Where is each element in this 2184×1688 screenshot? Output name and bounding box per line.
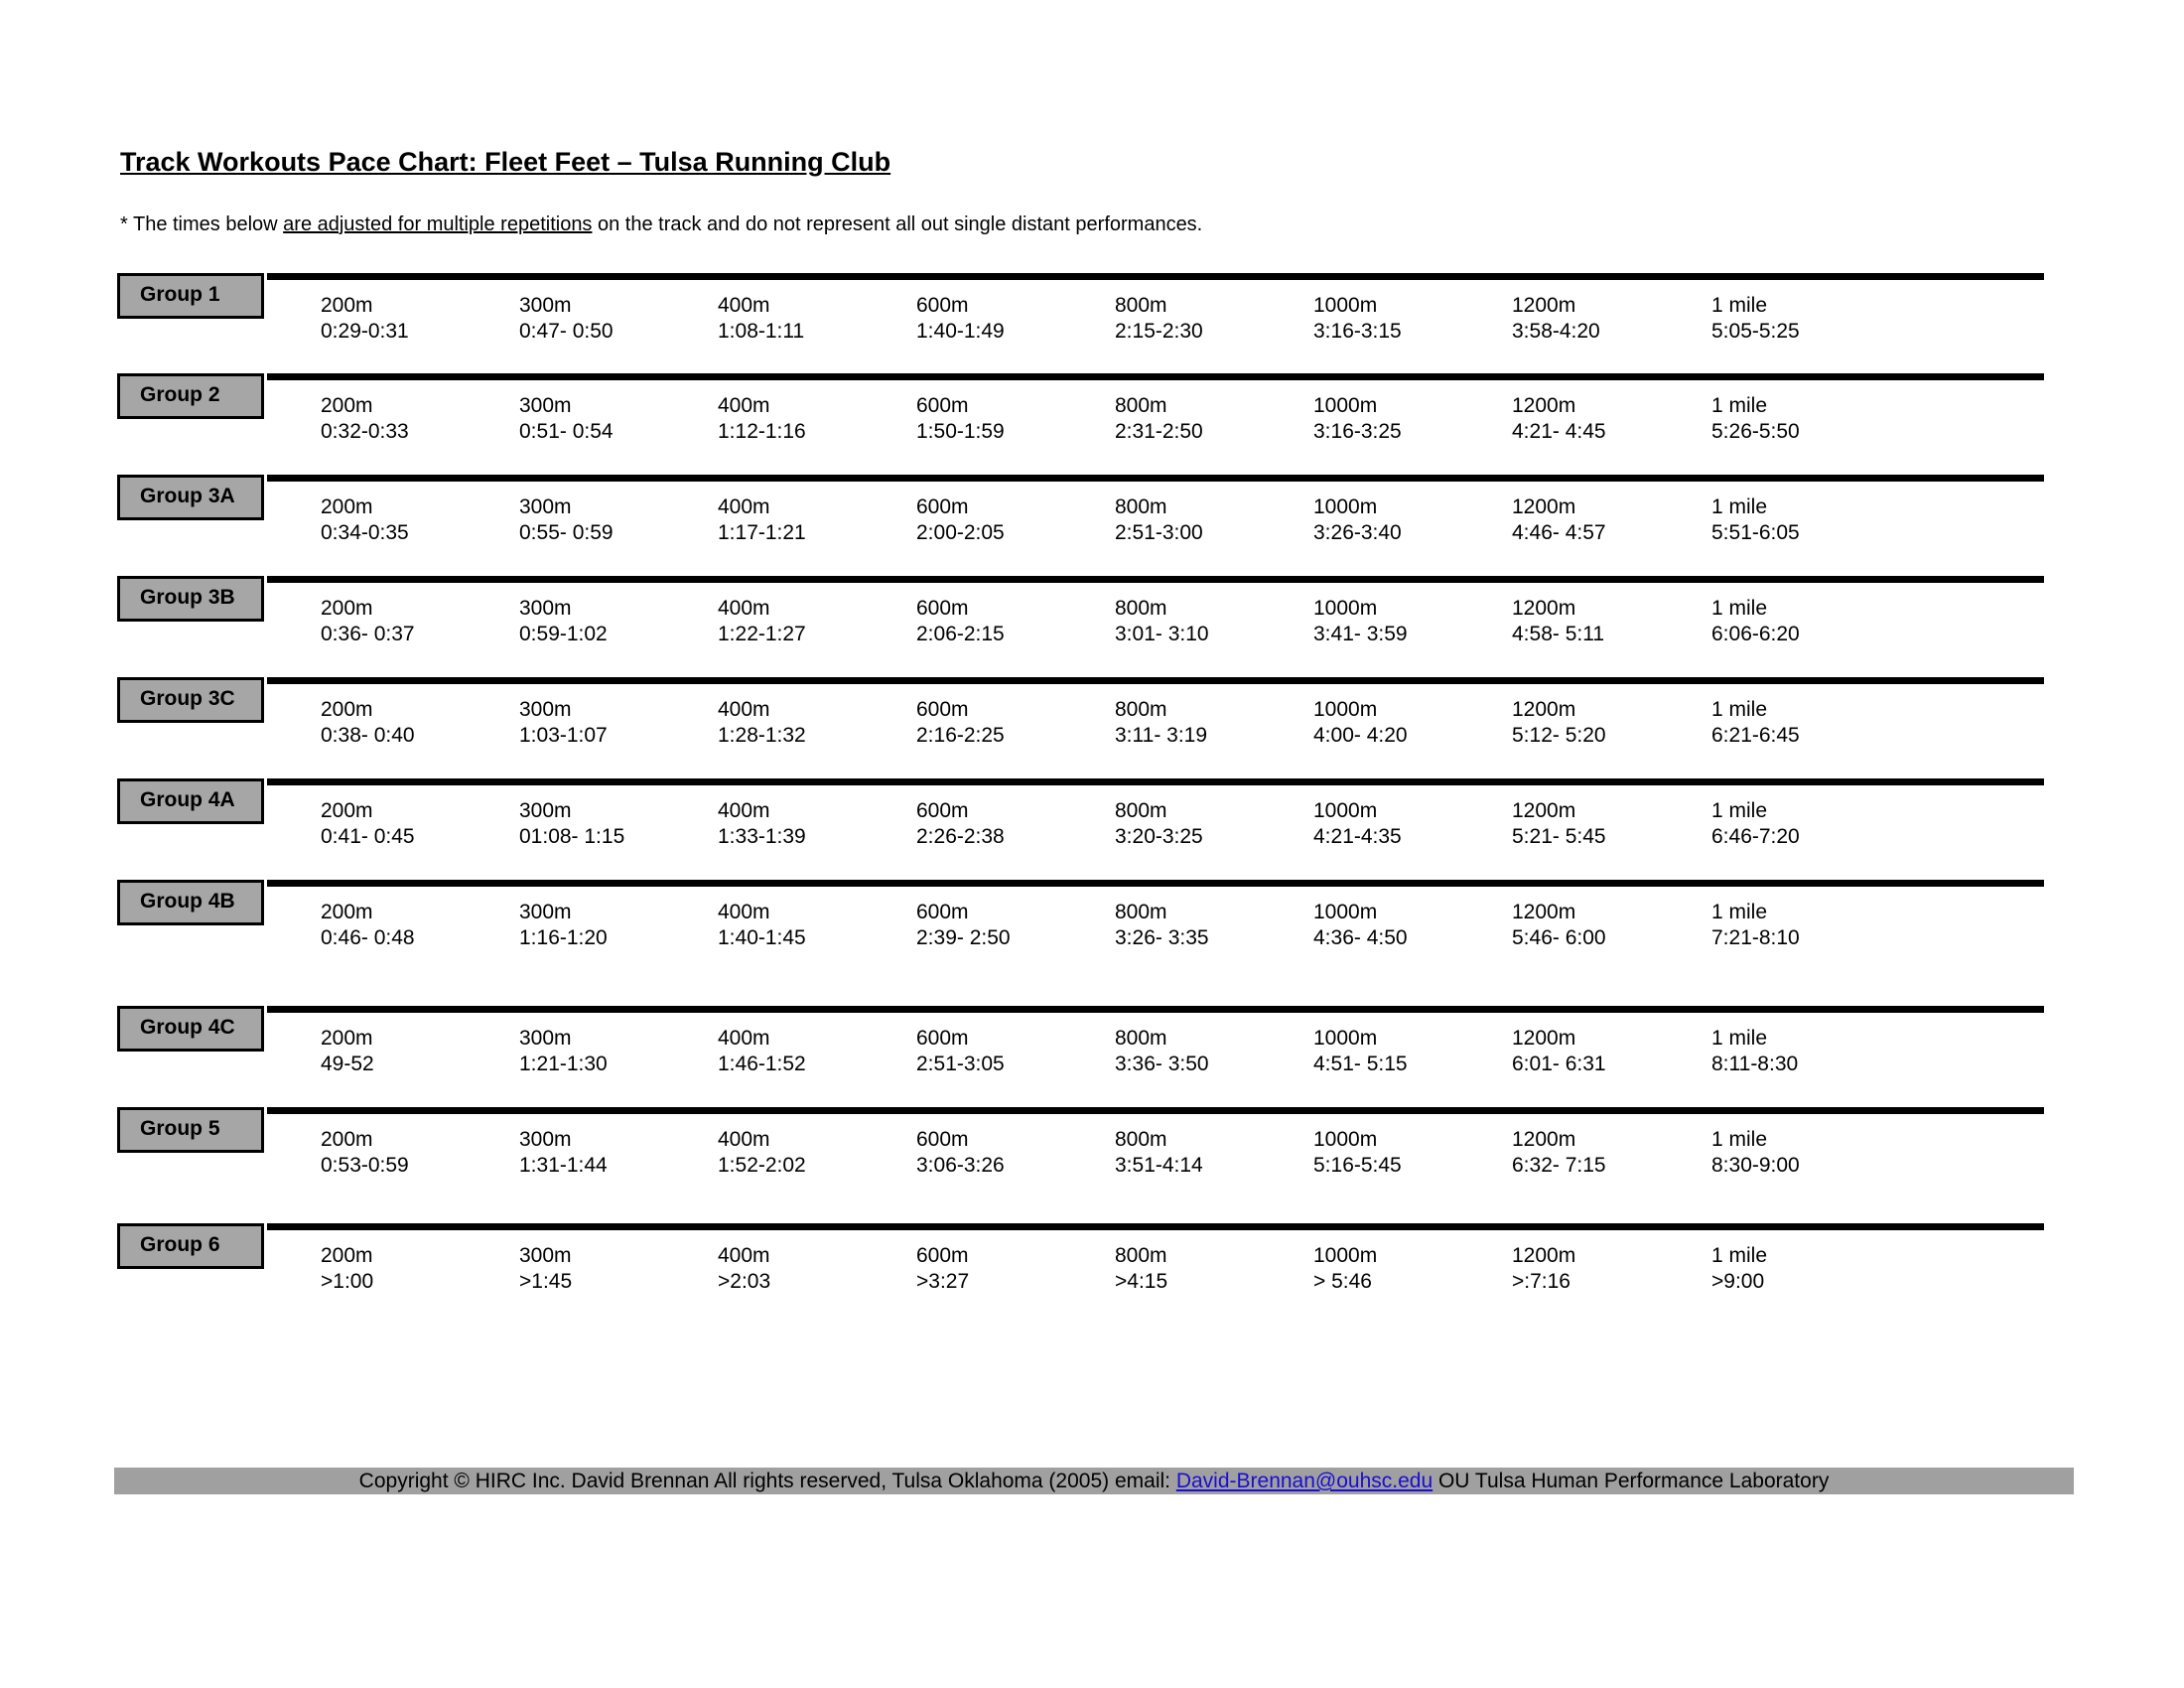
pace-cell (519, 393, 614, 445)
pace-cell (916, 494, 1005, 546)
distance-label: 1 mile (1711, 698, 1768, 721)
distance-label: 1200m (1512, 1128, 1576, 1151)
distance-label: 1200m (1512, 698, 1576, 721)
pace-time: 49-52 (321, 1053, 374, 1075)
pace-time: 1:17-1:21 (718, 521, 806, 544)
pace-time: 0:51- 0:54 (519, 420, 614, 443)
distance-label: 300m (519, 1244, 572, 1267)
distance-label: 600m (916, 1128, 969, 1151)
pace-cell (718, 697, 806, 749)
distance-label: 600m (916, 495, 969, 518)
pace-time: >4:15 (1115, 1270, 1168, 1293)
group-divider (267, 576, 2044, 583)
distance-label: 300m (519, 1027, 572, 1050)
pace-time: 6:06-6:20 (1711, 623, 1800, 645)
pace-cell (916, 393, 1005, 445)
pace-time: 1:08-1:11 (718, 320, 805, 343)
distance-label: 400m (718, 1128, 770, 1151)
pace-time: 5:16-5:45 (1313, 1154, 1402, 1177)
distance-label: 1200m (1512, 1027, 1576, 1050)
pace-time: 1:31-1:44 (519, 1154, 608, 1177)
distance-label: 1 mile (1711, 799, 1768, 822)
pace-cell (1711, 798, 1800, 850)
pace-time: 01:08- 1:15 (519, 825, 625, 848)
group-label: Group 1 (117, 273, 264, 319)
pace-time: 3:26- 3:35 (1115, 926, 1209, 949)
distance-label: 800m (1115, 495, 1167, 518)
pace-time: 0:38- 0:40 (321, 724, 415, 747)
pace-cell (1115, 900, 1209, 951)
pace-cell (1115, 293, 1203, 345)
footer-bar (114, 1468, 2074, 1494)
pace-time: 0:46- 0:48 (321, 926, 415, 949)
note-prefix: * The times below (120, 213, 284, 235)
distance-label: 300m (519, 394, 572, 417)
pace-cell (718, 1243, 770, 1295)
pace-cell (519, 1026, 608, 1077)
distance-label: 1000m (1313, 1244, 1378, 1267)
pace-time: 1:46-1:52 (718, 1053, 806, 1075)
pace-cell (916, 596, 1005, 647)
pace-time: 2:15-2:30 (1115, 320, 1203, 343)
pace-cell (1115, 393, 1203, 445)
distance-label: 800m (1115, 597, 1167, 620)
pace-time: 0:41- 0:45 (321, 825, 415, 848)
group-label: Group 6 (117, 1223, 264, 1269)
pace-time: >9:00 (1711, 1270, 1765, 1293)
group-row (0, 373, 2184, 463)
distance-label: 400m (718, 294, 770, 317)
distance-label: 1200m (1512, 294, 1576, 317)
pace-time: >2:03 (718, 1270, 771, 1293)
distance-label: 600m (916, 1244, 969, 1267)
pace-cell (519, 798, 624, 850)
distance-label: 300m (519, 1128, 572, 1151)
pace-time: 3:51-4:14 (1115, 1154, 1203, 1177)
group-row (0, 880, 2184, 969)
pace-time: 4:46- 4:57 (1512, 521, 1606, 544)
pace-cell (1313, 596, 1408, 647)
pace-time: >3:27 (916, 1270, 970, 1293)
distance-label: 600m (916, 698, 969, 721)
pace-cell (1512, 1243, 1575, 1295)
pace-cell (321, 1243, 373, 1295)
pace-cell (718, 1026, 806, 1077)
note-suffix: on the track and do not represent all out single distant performances. (592, 213, 1203, 235)
pace-time: 4:36- 4:50 (1313, 926, 1408, 949)
distance-label: 1000m (1313, 799, 1378, 822)
note-text (120, 213, 1202, 236)
pace-time: 3:20-3:25 (1115, 825, 1203, 848)
pace-cell (519, 1127, 608, 1179)
distance-label: 600m (916, 394, 969, 417)
distance-label: 1000m (1313, 901, 1378, 923)
pace-time: 4:21- 4:45 (1512, 420, 1606, 443)
pace-cell (519, 494, 614, 546)
pace-cell (1512, 293, 1600, 345)
pace-cell (519, 900, 608, 951)
pace-cell (321, 596, 415, 647)
pace-time: >:7:16 (1512, 1270, 1570, 1293)
pace-time: 2:51-3:05 (916, 1053, 1005, 1075)
pace-cell (1512, 596, 1604, 647)
distance-label: 1200m (1512, 597, 1576, 620)
pace-cell (1711, 900, 1800, 951)
pace-cell (1313, 900, 1408, 951)
distance-label: 1 mile (1711, 394, 1768, 417)
distance-label: 200m (321, 799, 373, 822)
pace-cell (321, 1127, 409, 1179)
group-label: Group 3B (117, 576, 264, 622)
footer-copyright: Copyright © HIRC Inc. David Brennan All rights reserved, Tulsa Oklahoma (2005) email: (358, 1470, 1176, 1492)
pace-cell (718, 293, 804, 345)
distance-label: 1200m (1512, 495, 1576, 518)
pace-cell (1711, 1127, 1800, 1179)
group-divider (267, 778, 2044, 785)
pace-time: 4:00- 4:20 (1313, 724, 1408, 747)
pace-time: 0:47- 0:50 (519, 320, 614, 343)
distance-label: 1000m (1313, 698, 1378, 721)
pace-cell (519, 596, 608, 647)
pace-cell (1711, 293, 1800, 345)
pace-time: 3:01- 3:10 (1115, 623, 1209, 645)
pace-cell (519, 293, 614, 345)
pace-cell (321, 494, 409, 546)
pace-time: 4:51- 5:15 (1313, 1053, 1408, 1075)
group-label: Group 3C (117, 677, 264, 723)
pace-cell (1115, 596, 1209, 647)
pace-time: 2:39- 2:50 (916, 926, 1011, 949)
distance-label: 1000m (1313, 495, 1378, 518)
distance-label: 800m (1115, 799, 1167, 822)
distance-label: 600m (916, 901, 969, 923)
pace-time: 3:16-3:15 (1313, 320, 1402, 343)
distance-label: 300m (519, 698, 572, 721)
pace-cell (321, 697, 415, 749)
pace-cell (718, 393, 806, 445)
group-row (0, 1107, 2184, 1196)
pace-time: >1:45 (519, 1270, 573, 1293)
distance-label: 800m (1115, 394, 1167, 417)
page-title: Track Workouts Pace Chart: Fleet Feet – Tulsa Running Club (120, 147, 891, 177)
distance-label: 1200m (1512, 799, 1576, 822)
pace-time: 1:03-1:07 (519, 724, 608, 747)
pace-time: 0:34-0:35 (321, 521, 409, 544)
pace-cell (1313, 1026, 1408, 1077)
distance-label: 300m (519, 799, 572, 822)
pace-cell (1313, 393, 1402, 445)
pace-cell (916, 1243, 969, 1295)
pace-cell (519, 1243, 572, 1295)
pace-time: 2:06-2:15 (916, 623, 1005, 645)
group-label: Group 3A (117, 475, 264, 520)
pace-cell (916, 900, 1011, 951)
group-label: Group 4A (117, 778, 264, 824)
distance-label: 1000m (1313, 1027, 1378, 1050)
pace-time: 1:22-1:27 (718, 623, 806, 645)
pace-cell (321, 798, 415, 850)
distance-label: 1 mile (1711, 1027, 1768, 1050)
pace-time: 8:30-9:00 (1711, 1154, 1800, 1177)
distance-label: 1 mile (1711, 1128, 1768, 1151)
pace-cell (1313, 293, 1402, 345)
distance-label: 1 mile (1711, 1244, 1768, 1267)
pace-cell (1711, 393, 1800, 445)
pace-time: 3:58-4:20 (1512, 320, 1600, 343)
group-divider (267, 1223, 2044, 1230)
group-divider (267, 273, 2044, 280)
pace-cell (1512, 494, 1606, 546)
pace-cell (1512, 393, 1606, 445)
distance-label: 600m (916, 1027, 969, 1050)
distance-label: 1 mile (1711, 294, 1768, 317)
pace-time: 8:11-8:30 (1711, 1053, 1799, 1075)
pace-cell (1711, 494, 1800, 546)
distance-label: 400m (718, 799, 770, 822)
distance-label: 1200m (1512, 901, 1576, 923)
group-divider (267, 880, 2044, 887)
distance-label: 1000m (1313, 597, 1378, 620)
distance-label: 800m (1115, 698, 1167, 721)
pace-time: > 5:46 (1313, 1270, 1372, 1293)
group-divider (267, 677, 2044, 684)
pace-time: 3:36- 3:50 (1115, 1053, 1209, 1075)
pace-time: 6:01- 6:31 (1512, 1053, 1606, 1075)
pace-cell (1512, 1026, 1606, 1077)
footer-email-link[interactable]: David-Brennan@ouhsc.edu (1175, 1470, 1433, 1492)
pace-time: 5:46- 6:00 (1512, 926, 1606, 949)
distance-label: 300m (519, 495, 572, 518)
pace-time: 6:21-6:45 (1711, 724, 1800, 747)
pace-cell (718, 1127, 806, 1179)
distance-label: 200m (321, 394, 373, 417)
pace-cell (1313, 1243, 1377, 1295)
pace-time: 3:11- 3:19 (1115, 724, 1208, 747)
distance-label: 1200m (1512, 394, 1576, 417)
pace-time: 3:41- 3:59 (1313, 623, 1408, 645)
pace-time: 2:31-2:50 (1115, 420, 1203, 443)
pace-time: 1:50-1:59 (916, 420, 1005, 443)
distance-label: 800m (1115, 1128, 1167, 1151)
distance-label: 200m (321, 1128, 373, 1151)
pace-time: 6:32- 7:15 (1512, 1154, 1606, 1177)
pace-time: 1:16-1:20 (519, 926, 608, 949)
distance-label: 300m (519, 901, 572, 923)
pace-time: 6:46-7:20 (1711, 825, 1800, 848)
distance-label: 800m (1115, 1244, 1167, 1267)
pace-time: 3:16-3:25 (1313, 420, 1402, 443)
group-divider (267, 373, 2044, 380)
group-row (0, 273, 2184, 362)
pace-time: 1:52-2:02 (718, 1154, 806, 1177)
pace-time: 0:29-0:31 (321, 320, 409, 343)
distance-label: 400m (718, 597, 770, 620)
distance-label: 400m (718, 495, 770, 518)
group-divider (267, 475, 2044, 482)
pace-cell (1115, 798, 1203, 850)
pace-cell (718, 494, 806, 546)
group-divider (267, 1107, 2044, 1114)
pace-time: 2:16-2:25 (916, 724, 1005, 747)
footer-lab: OU Tulsa Human Performance Laboratory (1433, 1470, 1830, 1492)
distance-label: 200m (321, 901, 373, 923)
pace-time: 5:51-6:05 (1711, 521, 1800, 544)
pace-cell (1115, 1127, 1203, 1179)
pace-time: 0:59-1:02 (519, 623, 608, 645)
pace-cell (1711, 1026, 1798, 1077)
pace-time: 1:33-1:39 (718, 825, 806, 848)
pace-cell (1313, 697, 1408, 749)
pace-cell (1512, 697, 1606, 749)
pace-time: 1:28-1:32 (718, 724, 806, 747)
pace-time: 7:21-8:10 (1711, 926, 1800, 949)
pace-time: 0:36- 0:37 (321, 623, 415, 645)
pace-cell (718, 900, 806, 951)
pace-cell (1711, 697, 1800, 749)
distance-label: 200m (321, 698, 373, 721)
pace-cell (916, 293, 1005, 345)
pace-cell (1512, 1127, 1606, 1179)
group-label: Group 2 (117, 373, 264, 419)
distance-label: 1000m (1313, 394, 1378, 417)
pace-time: 2:51-3:00 (1115, 521, 1203, 544)
pace-time: 5:21- 5:45 (1512, 825, 1606, 848)
distance-label: 1 mile (1711, 901, 1768, 923)
pace-cell (1313, 494, 1402, 546)
pace-time: 0:53-0:59 (321, 1154, 409, 1177)
pace-time: 3:06-3:26 (916, 1154, 1005, 1177)
group-label: Group 5 (117, 1107, 264, 1153)
pace-cell (1115, 1026, 1209, 1077)
distance-label: 300m (519, 597, 572, 620)
pace-cell (1512, 900, 1606, 951)
pace-time: >1:00 (321, 1270, 374, 1293)
pace-cell (916, 697, 1005, 749)
distance-label: 200m (321, 495, 373, 518)
pace-cell (1512, 798, 1606, 850)
distance-label: 800m (1115, 1027, 1167, 1050)
pace-time: 0:32-0:33 (321, 420, 409, 443)
pace-cell (321, 900, 415, 951)
pace-cell (1313, 798, 1402, 850)
pace-cell (1115, 494, 1203, 546)
distance-label: 600m (916, 799, 969, 822)
pace-time: 5:12- 5:20 (1512, 724, 1606, 747)
group-row (0, 1223, 2184, 1313)
pace-time: 1:40-1:49 (916, 320, 1005, 343)
distance-label: 300m (519, 294, 572, 317)
distance-label: 400m (718, 901, 770, 923)
group-row (0, 576, 2184, 665)
distance-label: 400m (718, 394, 770, 417)
distance-label: 800m (1115, 294, 1167, 317)
pace-cell (1711, 1243, 1767, 1295)
pace-cell (1313, 1127, 1402, 1179)
pace-time: 2:00-2:05 (916, 521, 1005, 544)
pace-time: 1:21-1:30 (519, 1053, 608, 1075)
distance-label: 200m (321, 294, 373, 317)
pace-time: 5:05-5:25 (1711, 320, 1800, 343)
group-row (0, 475, 2184, 564)
distance-label: 800m (1115, 901, 1167, 923)
pace-cell (916, 1026, 1005, 1077)
pace-cell (1711, 596, 1800, 647)
pace-time: 1:12-1:16 (718, 420, 806, 443)
distance-label: 200m (321, 1027, 373, 1050)
pace-cell (321, 1026, 374, 1077)
group-divider (267, 1006, 2044, 1013)
pace-time: 1:40-1:45 (718, 926, 806, 949)
pace-cell (1115, 1243, 1167, 1295)
distance-label: 600m (916, 597, 969, 620)
pace-time: 4:21-4:35 (1313, 825, 1402, 848)
distance-label: 600m (916, 294, 969, 317)
distance-label: 400m (718, 698, 770, 721)
distance-label: 400m (718, 1027, 770, 1050)
pace-cell (321, 293, 409, 345)
distance-label: 200m (321, 597, 373, 620)
distance-label: 1000m (1313, 1128, 1378, 1151)
note-underlined: are adjusted for multiple repetitions (283, 213, 593, 235)
pace-cell (519, 697, 608, 749)
pace-time: 3:26-3:40 (1313, 521, 1402, 544)
pace-cell (718, 798, 806, 850)
distance-label: 1000m (1313, 294, 1378, 317)
pace-time: 0:55- 0:59 (519, 521, 614, 544)
pace-time: 5:26-5:50 (1711, 420, 1800, 443)
pace-time: 2:26-2:38 (916, 825, 1005, 848)
group-row (0, 778, 2184, 868)
pace-cell (718, 596, 806, 647)
group-row (0, 1006, 2184, 1095)
distance-label: 400m (718, 1244, 770, 1267)
group-label: Group 4C (117, 1006, 264, 1052)
pace-cell (321, 393, 409, 445)
pace-cell (1115, 697, 1207, 749)
group-label: Group 4B (117, 880, 264, 925)
distance-label: 200m (321, 1244, 373, 1267)
distance-label: 1 mile (1711, 597, 1768, 620)
pace-cell (916, 798, 1005, 850)
pace-cell (916, 1127, 1005, 1179)
distance-label: 1 mile (1711, 495, 1768, 518)
pace-time: 4:58- 5:11 (1512, 623, 1605, 645)
distance-label: 1200m (1512, 1244, 1576, 1267)
group-row (0, 677, 2184, 767)
